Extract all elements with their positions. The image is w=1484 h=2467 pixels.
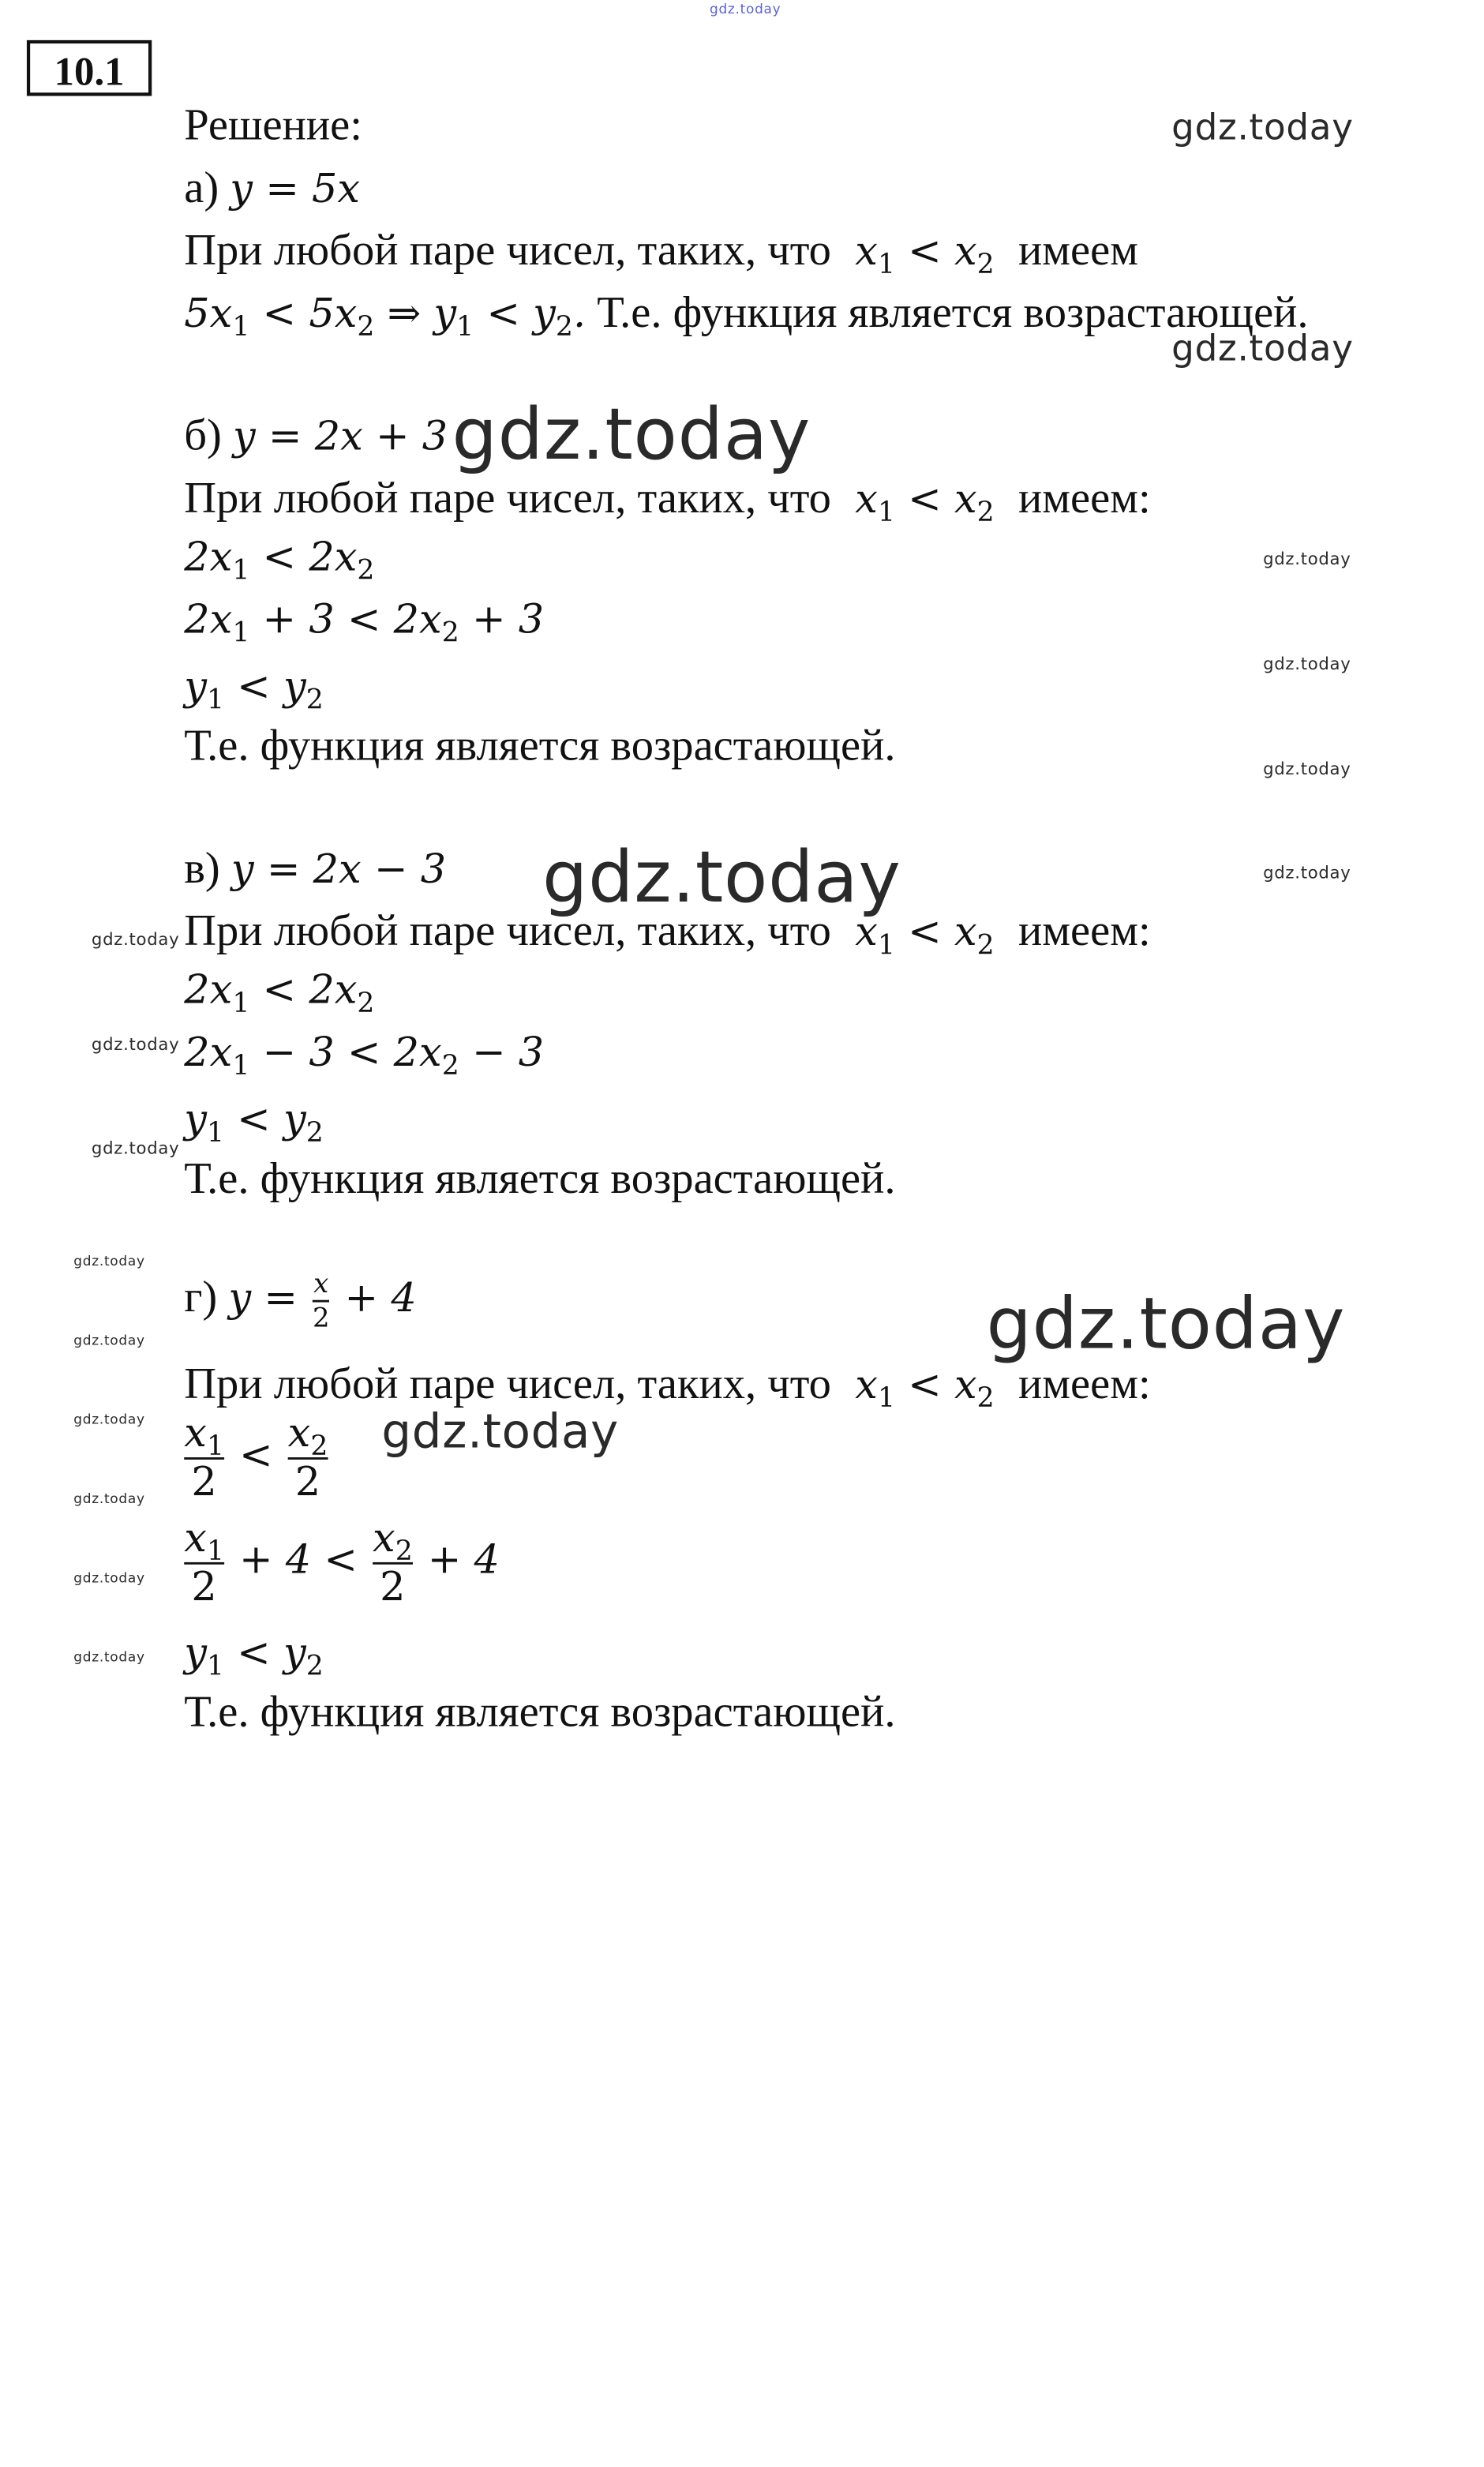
condition-text: При любой паре чисел, таких, что [184, 905, 831, 955]
watermark: gdz.today [1171, 327, 1354, 369]
part-a-step-line [184, 287, 1309, 343]
watermark: gdz.today [73, 1412, 145, 1427]
part-v-formula: y = 2x − 3 [230, 846, 447, 893]
watermark: gdz.today [73, 1332, 145, 1348]
part-g-step3: $y_1 < y_2$ [184, 1630, 324, 1682]
part-g-step1: $\frac{x_1}{2}$ < $\frac{x_2}{2}$ [184, 1410, 328, 1505]
condition-inequality: $x_1 < x_2$ [842, 1362, 995, 1414]
condition-inequality: $x_1 < x_2$ [842, 476, 995, 528]
part-v-condition-line [184, 905, 1151, 961]
condition-inequality: $x_1 < x_2$ [842, 909, 995, 961]
watermark: gdz.today [1263, 549, 1351, 569]
part-g-line [184, 1267, 417, 1334]
part-g-formula: y = $\frac{x}{2}$ + 4 [228, 1267, 417, 1334]
have-text: имеем: [1018, 471, 1151, 523]
part-g-condition-line [184, 1358, 1151, 1414]
problem-number: 10.1 [54, 49, 125, 94]
watermark: gdz.today [73, 1253, 145, 1269]
part-v-conclusion: Т.е. функция является возрастающей. [184, 1153, 896, 1203]
part-g-conclusion: Т.е. функция является возрастающей. [184, 1685, 896, 1737]
condition-text: При любой паре чисел, таких, что [184, 1358, 831, 1408]
part-g-step2: $\frac{x_1}{2}$ + 4 < $\frac{x_2}{2}$ + 4 [184, 1515, 500, 1610]
watermark: gdz.today [1263, 759, 1351, 779]
part-a-condition-line [184, 224, 1139, 280]
condition-text: При любой паре чисел, таких, что [184, 471, 831, 523]
watermark: gdz.today [381, 1404, 619, 1459]
part-b-label: б) [184, 409, 222, 460]
part-v-step1: $2x_1 < 2x_2$ [184, 967, 375, 1019]
part-v-step2: $2x_1 - 3 < 2x_2 - 3$ [184, 1029, 545, 1082]
watermark: gdz.today [73, 1490, 145, 1507]
solution-heading: Решение: [184, 99, 362, 150]
part-a-label: а) [184, 161, 219, 212]
part-b-step3: $y_1 < y_2$ [184, 664, 324, 715]
watermark: gdz.today [542, 837, 901, 920]
part-b-conclusion: Т.е. функция является возрастающей. [184, 719, 896, 770]
have-text: имеем: [1018, 1358, 1151, 1408]
part-b-formula: y = 2x + 3 [232, 414, 448, 460]
part-b-step2: $2x_1 + 3 < 2x_2 + 3$ [184, 597, 545, 649]
watermark: gdz.today [452, 393, 811, 477]
part-v-line [184, 842, 447, 893]
watermark: gdz.today [1263, 654, 1351, 674]
part-g-label: г) [184, 1271, 218, 1322]
watermark: gdz.today [91, 1034, 180, 1055]
watermark: gdz.today [91, 929, 180, 950]
watermark: gdz.today [73, 1649, 145, 1665]
conclusion-text: Т.е. функция является возрастающей. [597, 287, 1309, 337]
have-text: имеем: [1018, 905, 1151, 955]
problem-number-box [27, 40, 152, 96]
watermark: gdz.today [986, 1283, 1346, 1367]
part-a-line [184, 161, 361, 212]
watermark: gdz.today [73, 1569, 145, 1586]
part-v-step3: $y_1 < y_2$ [184, 1097, 324, 1149]
part-a-step1: $5x_1 < 5x_2$ ⇒ $y_1 < y_2$. [184, 291, 586, 343]
watermark-top: gdz.today [709, 1, 781, 17]
watermark: gdz.today [1263, 862, 1351, 883]
watermark: gdz.today [1171, 106, 1354, 148]
condition-text: При любой паре чисел, таких, что [184, 224, 831, 275]
part-b-line [184, 409, 448, 460]
part-v-label: в) [184, 842, 220, 893]
part-b-step1: $2x_1 < 2x_2$ [184, 534, 375, 586]
part-a-formula: y = 5x [230, 166, 361, 212]
watermark: gdz.today [91, 1138, 180, 1159]
condition-inequality: $x_1 < x_2$ [842, 228, 995, 280]
have-text: имеем [1018, 224, 1139, 275]
part-b-condition-line [184, 471, 1151, 528]
